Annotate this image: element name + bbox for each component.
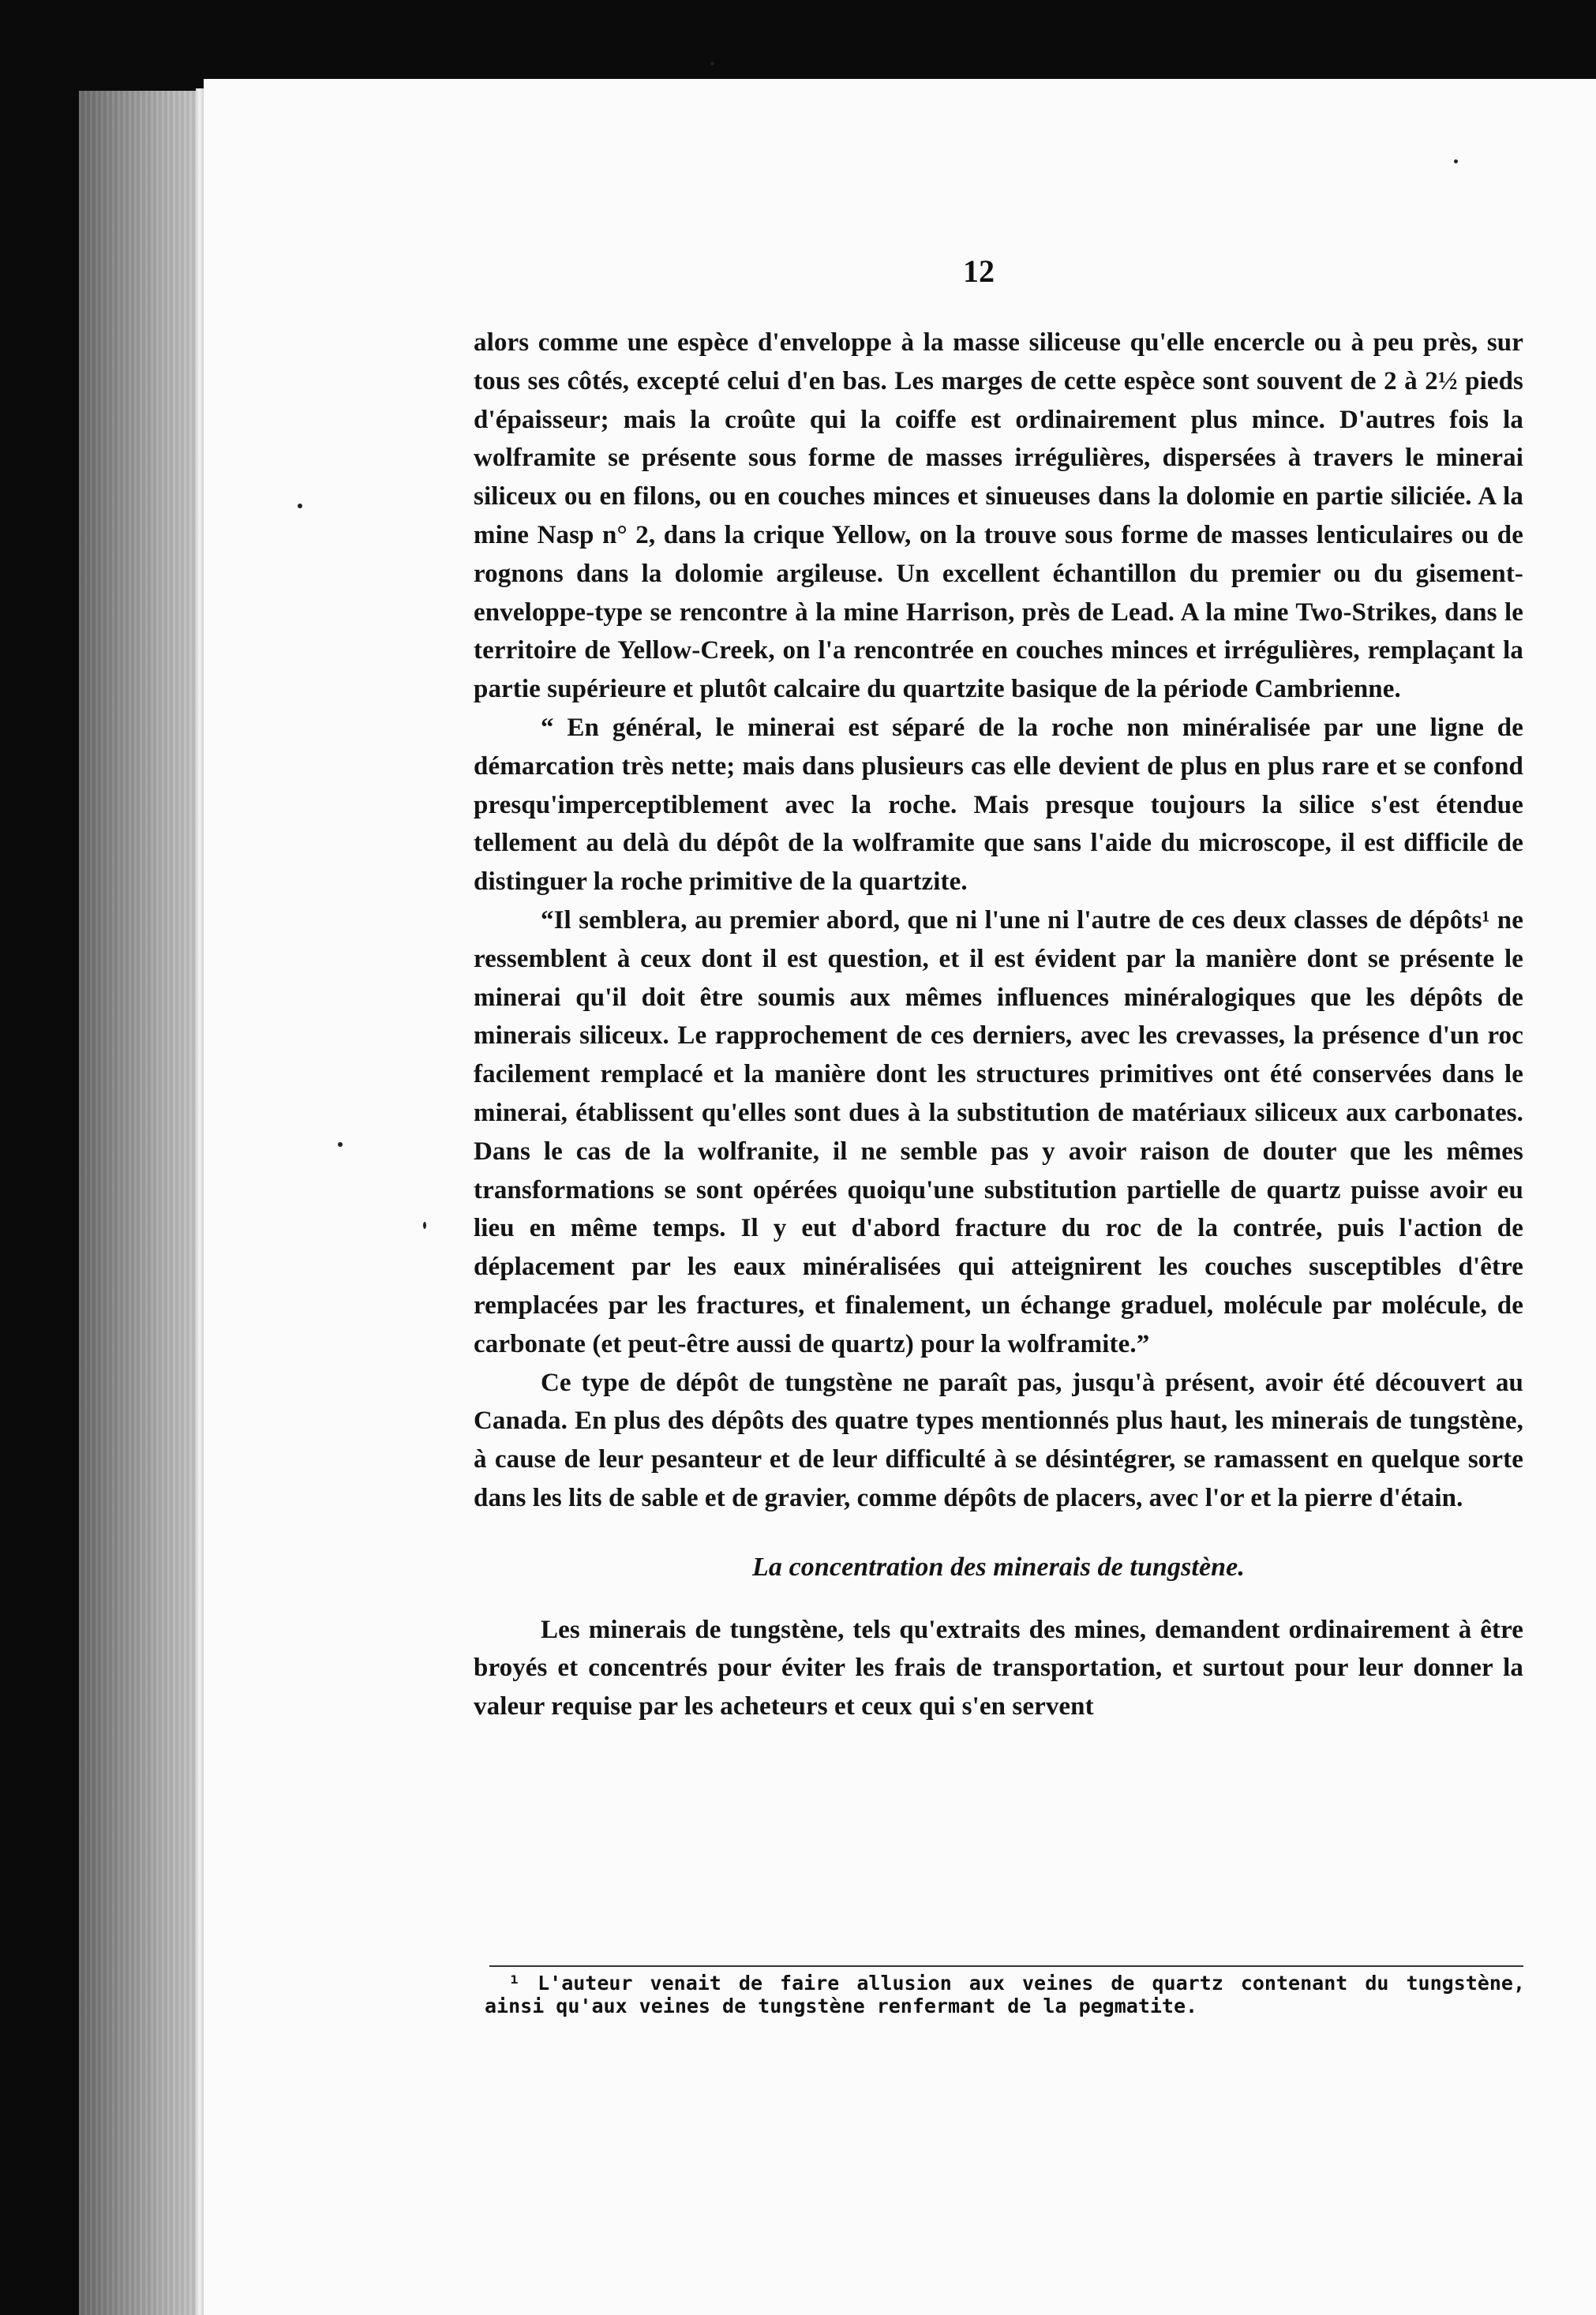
paragraph-1: alors comme une espèce d'enveloppe à la masse siliceuse qu'elle encercle ou à peu près, sur tous ses côtés, excepté celui d'en bas. Les marges de cette espèce sont souvent de 2 à 2½ pieds d'épaisseur; mais la croûte qui la coiffe est ordinairement plus mince. D'autres fois la wolframite se présente sous forme de masses irrégulières, dispersées à travers le minerai siliceux ou en filons, ou en couches minces et sinueuses dans la dolomie en partie siliciée. A la mine Nasp n° 2, dans la crique Yellow, on la trouve sous forme de masses lenticulaires ou de rognons dans la dolomie argileuse. Un excellent échantillon du premier ou du gisement-enveloppe-type se rencontre à la mine Harrison, près de Lead. A la mine Two-Strikes, dans le territoire de Yellow-Creek, on l'a rencontrée en couches minces et irrégulières, remplaçant la partie supérieure et plutôt calcaire du quartzite basique de la période Cambrienne. [474,328,1523,704]
footnote-divider [489,1965,1523,1967]
footnote-text: ¹ L'auteur venait de faire allusion aux veines de quartz contenant du tungstène, ainsi qu'aux veines de tungstène renfermant de la pegmatite. [485,1972,1525,2017]
speck [423,1222,426,1229]
speck [710,62,714,66]
speck [338,1142,343,1147]
paragraph-3: “Il semblera, au premier abord, que ni l'une ni l'autre de ces deux classes de dépôts¹ ne ressemblent à ceux dont il est question, et il est évident par la manière dont se présente le minerai qu'il doit être soumis aux mêmes influences minéralogiques que les dépôts de minerais siliceux. Le rapprochement de ces derniers, avec les crevasses, la présence d'un roc facilement remplacé et la manière dont les structures primitives ont été conservées dans le minerai, établissent qu'elles sont dues à la substitution de matériaux siliceux aux carbonates. Dans le cas de la wolfranite, il ne semble pas y avoir raison de douter que les mêmes transformations se sont opérées quoiqu'une substitution partielle de quartz puisse avoir eu lieu en même temps. Il y eut d'abord fracture du roc de la contrée, puis l'action de déplacement par les eaux minéralisées qui atteignirent les couches susceptibles d'être remplacées par les fractures, et finalement, un échange graduel, molécule par molécule, de carbonate (et peut-être aussi de quartz) pour la wolframite.” [474,905,1523,1358]
speck [1454,159,1458,163]
section-paragraph: Les minerais de tungstène, tels qu'extraits des mines, demandent ordinairement à être broyés et concentrés pour éviter les frais de transportation, et surtout pour leur donner la valeur requise par les acheteurs et ceux qui s'en servent [474,1615,1523,1721]
footnote [485,1972,1525,2017]
speck [298,504,302,508]
body-text [474,324,1523,1726]
page-binding-edge [196,88,204,2315]
page-number: 12 [963,253,995,289]
section-heading: La concentration des minerais de tungstène. [752,1552,1245,1582]
paragraph-2: “ En général, le minerai est séparé de la roche non minéralisée par une ligne de démarcation très nette; mais dans plusieurs cas elle devient de plus en plus rare et se confond presqu'imperceptiblement avec la roche. Mais presque toujours la silice s'est étendue tellement au delà du dépôt de la wolframite que sans l'aide du microscope, il est difficile de distinguer la roche primitive de la quartzite. [474,713,1523,897]
paragraph-4: Ce type de dépôt de tungstène ne paraît pas, jusqu'à présent, avoir été découvert au Canada. En plus des dépôts des quatre types mentionnés plus haut, les minerais de tungstène, à cause de leur pesanteur et de leur difficulté à se désintégrer, se ramassent en quelque sorte dans les lits de sable et de gravier, comme dépôts de placers, avec l'or et la pierre d'étain. [474,1368,1523,1512]
